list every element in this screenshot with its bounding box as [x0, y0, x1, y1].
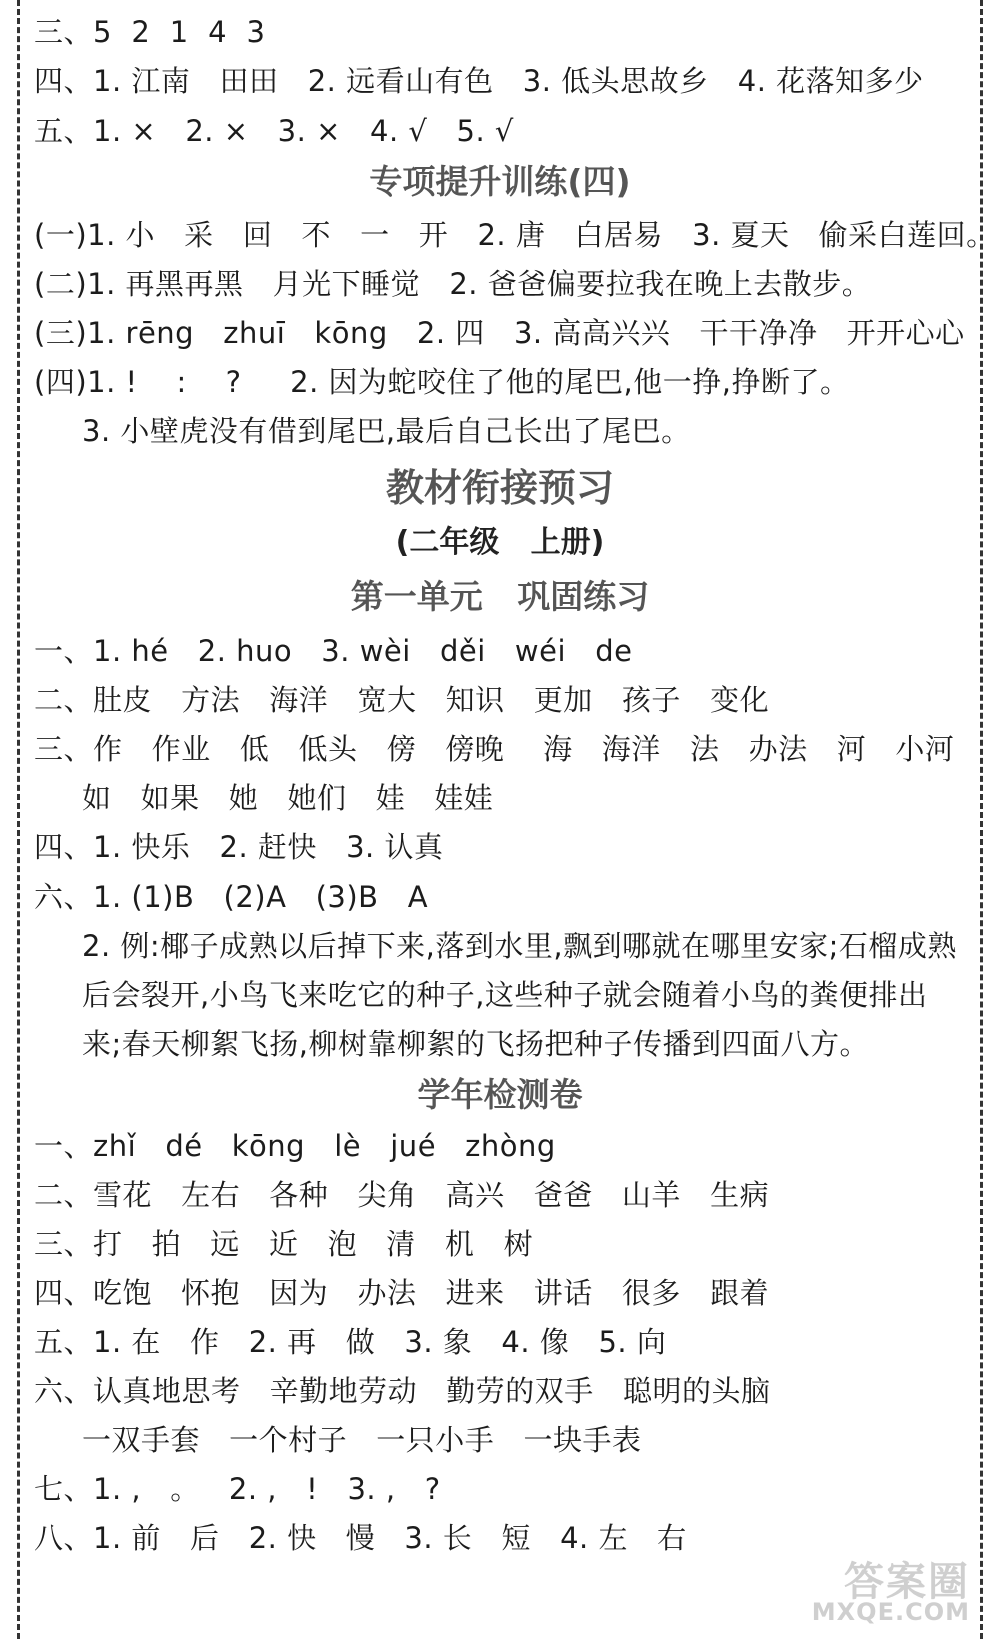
- answer-line: 八、1. 前 后 2. 快 慢 3. 长 短 4. 左 右: [34, 1521, 687, 1555]
- answer-line: (一)1. 小 采 回 不 一 开 2. 唐 白居易 3. 夏天 偷采白莲回。: [34, 218, 996, 252]
- answer-line: 2. 例:椰子成熟以后掉下来,落到水里,飘到哪就在哪里安家;石榴成熟: [82, 929, 957, 963]
- answer-line: 四、1. 快乐 2. 赶快 3. 认真: [34, 830, 444, 864]
- answer-line: 如 如果 她 她们 娃 娃娃: [82, 781, 494, 815]
- answer-line: 二、雪花 左右 各种 尖角 高兴 爸爸 山羊 生病: [34, 1178, 770, 1212]
- answer-line: 来;春天柳絮飞扬,柳树靠柳絮的飞扬把种子传播到四面八方。: [82, 1027, 869, 1061]
- answer-line: 三、作 作业 低 低头 傍 傍晚 海 海洋 法 办法 河 小河: [34, 732, 955, 766]
- watermark-url: MXQE.COM: [811, 1598, 970, 1626]
- answer-line: 五、1. 在 作 2. 再 做 3. 象 4. 像 5. 向: [34, 1325, 667, 1359]
- answer-line: 四、吃饱 怀抱 因为 办法 进来 讲话 很多 跟着: [34, 1276, 770, 1310]
- answer-line: (四)1. ! : ? 2. 因为蛇咬住了他的尾巴,他一挣,挣断了。: [34, 365, 850, 399]
- section-heading: 专项提升训练(四): [369, 162, 631, 201]
- answer-line: 五、1. × 2. × 3. × 4. √ 5. √: [34, 114, 514, 148]
- answer-line: 六、认真地思考 辛勤地劳动 勤劳的双手 聪明的头脑: [34, 1374, 771, 1408]
- answer-line: 一、zhǐ dé kōng lè jué zhòng: [34, 1129, 556, 1163]
- answer-line: 一、1. hé 2. huo 3. wèi děi wéi de: [34, 634, 633, 668]
- answer-line: 四、1. 江南 田田 2. 远看山有色 3. 低头思故乡 4. 花落知多少: [34, 64, 924, 98]
- answer-line: (三)1. rēng zhuī kōng 2. 四 3. 高高兴兴 干干净净 开开心心: [34, 316, 965, 350]
- answer-line: 一双手套 一个村子 一只小手 一块手表: [82, 1423, 642, 1457]
- watermark-logo: 答案圈: [844, 1559, 970, 1605]
- answer-line: 3. 小壁虎没有借到尾巴,最后自己长出了尾巴。: [82, 414, 691, 448]
- dashed-border-left: [17, 0, 20, 1639]
- answer-line: 后会裂开,小鸟飞来吃它的种子,这些种子就会随着小鸟的粪便排出: [82, 978, 928, 1012]
- answer-line: 七、1. , 。 2. , ! 3. , ?: [34, 1472, 441, 1506]
- answer-line: 六、1. (1)B (2)A (3)B A: [34, 880, 429, 914]
- answer-line: (二)1. 再黑再黑 月光下睡觉 2. 爸爸偏要拉我在晚上去散步。: [34, 267, 872, 301]
- unit-heading: 第一单元 巩固练习: [350, 577, 650, 616]
- answer-line: 三、打 拍 远 近 泡 清 机 树: [34, 1227, 534, 1261]
- chapter-title: 教材衔接预习: [385, 466, 614, 510]
- section-heading: 学年检测卷: [417, 1075, 583, 1114]
- answer-line: 二、肚皮 方法 海洋 宽大 知识 更加 孩子 变化: [34, 683, 770, 717]
- grade-subtitle: (二年级 上册): [395, 525, 605, 560]
- answer-line: 三、5 2 1 4 3: [34, 15, 266, 49]
